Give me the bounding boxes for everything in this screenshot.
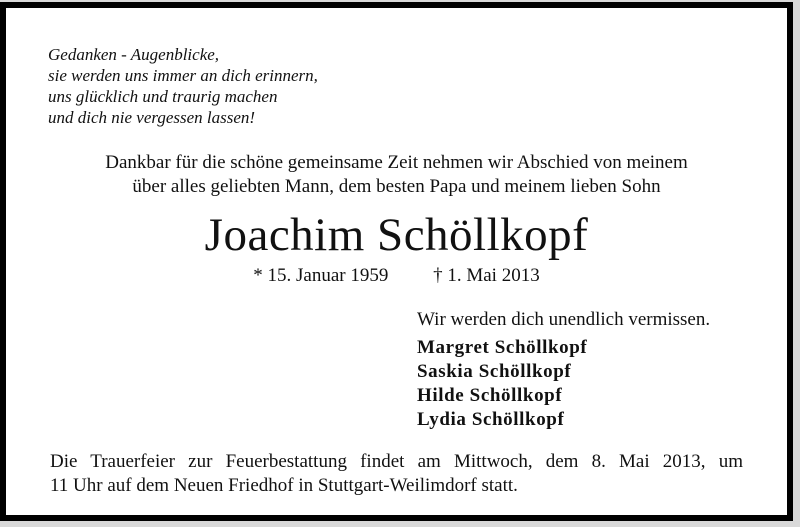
ceremony-line: Die Trauerfeier zur Feuerbestattung findet am Mittwoch, dem 8. Mai 2013, um: [50, 451, 743, 472]
mourner-name: Margret Schöllkopf: [417, 337, 588, 358]
obituary-notice: [0, 2, 793, 521]
poem-line: sie werden uns immer an dich erinnern,: [48, 66, 318, 85]
life-dates: [6, 264, 787, 288]
intro-line: über alles geliebten Mann, dem besten Papa und meinem lieben Sohn: [132, 176, 661, 197]
mourner-name: Lydia Schöllkopf: [417, 409, 565, 430]
deceased-name: Joachim Schöllkopf: [204, 209, 589, 261]
poem-line: und dich nie vergessen lassen!: [48, 108, 256, 127]
mourners-block: [417, 308, 710, 432]
mourner-name: Saskia Schöllkopf: [417, 361, 572, 382]
closing-sentiment: Wir werden dich unendlich vermissen.: [417, 309, 711, 330]
birth-date: * 15. Januar 1959: [253, 265, 389, 286]
death-date: † 1. Mai 2013: [433, 265, 540, 286]
farewell-intro: [6, 151, 787, 199]
poem-line: Gedanken - Augenblicke,: [48, 45, 220, 64]
ceremony-details: [50, 450, 743, 498]
mourners-list: [417, 336, 710, 432]
ceremony-line: 11 Uhr auf dem Neuen Friedhof in Stuttgart-Weilimdorf statt.: [50, 475, 518, 496]
poem-line: uns glücklich und traurig machen: [48, 87, 278, 106]
memorial-poem: [48, 44, 318, 128]
mourner-name: Hilde Schöllkopf: [417, 385, 563, 406]
intro-line: Dankbar für die schöne gemeinsame Zeit nehmen wir Abschied von meinem: [105, 152, 688, 173]
